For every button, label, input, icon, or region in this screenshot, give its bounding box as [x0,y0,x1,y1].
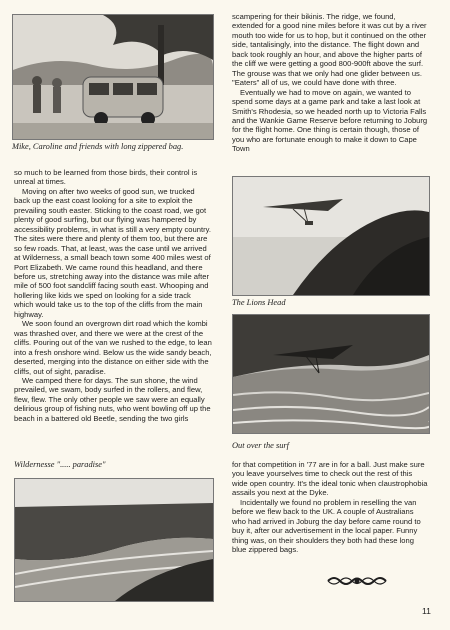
column-right-top [232,12,428,154]
paragraph: We camped there for days. The sun shone, the wind prevailed, we swam, body surfed in the rollers, and flew, flew, flew. The only other people we saw were an equally delirious group of fishing nuts, who went bowling off up the beach in a battered old Beetle, sending the two girls [14,375,211,423]
photo-lions-head [232,176,430,296]
column-right-bottom [232,460,428,555]
paragraph: Moving on after two weeks of good sun, we trucked back up the east coast looking for a site to exploit the prevailing south easter. Sticking to the coast road, we got plenty of good surfing, but our flying was hampered by accessibility problems, in what is still a very empty country. The sites were there and plenty of them too, but there are so few roads. That, at least, was the case until we arrived at Wilderness, a small beach town some 400 miles west of Port Elizabeth. We came round this headland, and there before us, stretching away into the distance was mile after mile of 500 foot sandcliff facing south east. Whooping and hollering like kids we sped on looking for a side track which would take us to the top of the cliffs from the main highway. [14,186,211,319]
paragraph: so much to be learned from those birds, their control is unreal at times. [14,168,198,187]
scroll-ornament-icon [326,573,388,589]
photo-wilderness [14,478,214,602]
photo-surf [232,314,430,434]
photo-kombi [12,14,214,140]
caption-lions-head: The Lions Head [232,298,286,307]
paragraph: Eventually we had to move on again, we wanted to spend some days at a game park and take a last look at Smith's Rhodesia, so we headed north up to Victoria Falls and the Wankie Game Reserve before returning to Joburg for the flight home. One thing is certain though, those of you who are fortunate enough to make it down to Cape Town [232,87,428,154]
column-left [14,168,212,423]
paragraph: for that competition in '77 are in for a ball. Just make sure you leave yourselves time to check out the rest of this wide open country. It's the ideal tonic when claustrophobia assails you next at the Dyke. [232,460,428,498]
paragraph: scampering for their bikinis. The ridge, we found, extended for a good nine miles before it was cut by a river mouth too wide for us to hop, but it continued on the other side, tantalisingly, into the distance. The flight down and back took roughly an hour, and above the higher parts of the cliff we were getting a good 800-900ft above the surf. The grouse was that we only had one glider between us. "Eaters" all of us, we could have done with three. [232,12,427,88]
paragraph: We soon found an overgrown dirt road which the kombi was thrashed over, and there we were at the crest of the cliffs. Pouring out of the van we rushed to the edge, to lean into a fresh onshore wind. Below us the wide sandy beach, deserted, merging into the distance on either side with the cliffs, out of sight, paradise. [14,319,212,376]
caption-wilderness: Wildernesse "..... paradise" [14,460,106,469]
caption-surf: Out over the surf [232,441,289,450]
page-number: 11 [422,606,431,616]
paragraph: Incidentally we found no problem in reselling the van before we flew back to the UK. A couple of Australians who had arrived in Joburg the day before came round to buy it, after our advertisement in the local paper. Funny thing was, on their shoulders they both had these long blue zippered bags. [232,497,421,555]
caption-kombi: Mike, Caroline and friends with long zippered bag. [12,142,184,151]
